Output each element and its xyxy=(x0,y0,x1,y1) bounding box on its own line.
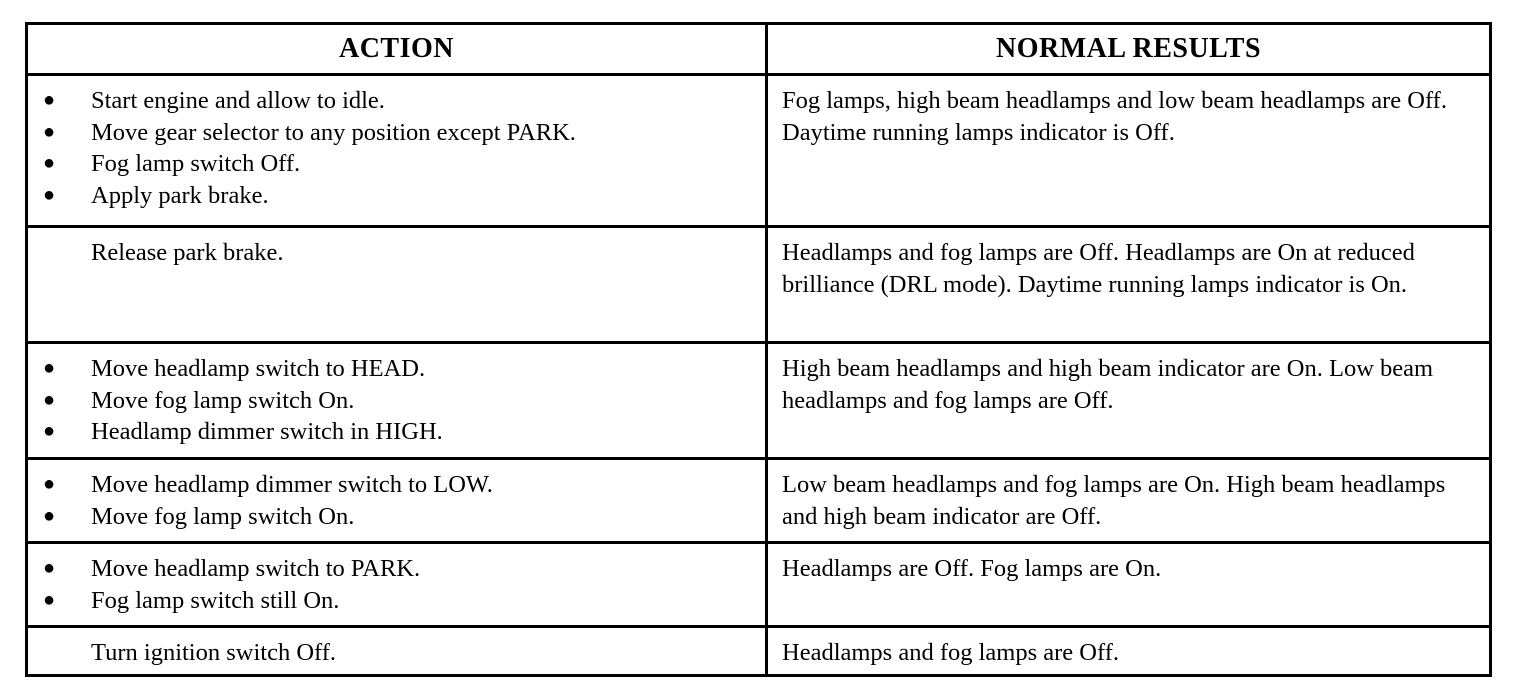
action-step: ● Move gear selector to any position except PARK. xyxy=(28,117,765,149)
action-step: ● Move headlamp dimmer switch to LOW. xyxy=(28,469,765,501)
table-row xyxy=(27,459,1491,543)
bullet-icon: ● xyxy=(43,152,56,174)
action-step: ● Fog lamp switch still On. xyxy=(28,585,765,617)
result-cell: Fog lamps, high beam headlamps and low beam headlamps are Off. Daytime running lamps indicator is Off. xyxy=(767,75,1491,227)
action-step: ● Move fog lamp switch On. xyxy=(28,501,765,533)
table-row xyxy=(27,343,1491,459)
action-step: ● Fog lamp switch Off. xyxy=(28,148,765,180)
action-steps xyxy=(28,637,765,669)
bullet-icon: ● xyxy=(43,357,56,379)
header-row xyxy=(27,24,1491,75)
result-cell: Headlamps are Off. Fog lamps are On. xyxy=(767,543,1491,627)
action-step: Turn ignition switch Off. xyxy=(91,639,337,666)
action-steps xyxy=(28,237,765,269)
action-steps xyxy=(28,469,765,532)
bullet-icon: ● xyxy=(43,420,56,442)
action-step: ● Move fog lamp switch On. xyxy=(28,385,765,417)
action-column-header: ACTION xyxy=(27,24,767,75)
bullet-icon: ● xyxy=(43,473,56,495)
action-step: ● Move headlamp switch to HEAD. xyxy=(28,353,765,385)
bullet-icon: ● xyxy=(43,120,56,143)
result-cell: Headlamps and fog lamps are Off. Headlamps are On at reduced brilliance (DRL mode). Daytime running lamps indicator is On. xyxy=(767,227,1491,343)
table-row xyxy=(27,227,1491,343)
action-step: ● Start engine and allow to idle. xyxy=(28,85,765,117)
action-step: ● Move headlamp switch to PARK. xyxy=(28,553,765,585)
bullet-icon: ● xyxy=(43,388,56,411)
bullet-icon: ● xyxy=(43,183,56,206)
table-row xyxy=(27,543,1491,627)
action-step: ● Headlamp dimmer switch in HIGH. xyxy=(28,416,765,448)
bullet-icon: ● xyxy=(43,504,56,527)
action-cell xyxy=(27,627,767,676)
table-row xyxy=(27,75,1491,227)
action-cell xyxy=(27,343,767,459)
result-cell: Headlamps and fog lamps are Off. xyxy=(767,627,1491,676)
action-cell xyxy=(27,459,767,543)
action-steps xyxy=(28,85,765,211)
action-cell xyxy=(27,75,767,227)
action-cell xyxy=(27,543,767,627)
action-steps xyxy=(28,553,765,616)
bullet-icon: ● xyxy=(43,89,56,111)
bullet-icon: ● xyxy=(43,557,56,579)
table-row xyxy=(27,627,1491,676)
procedure-table xyxy=(25,22,1492,677)
action-steps xyxy=(28,353,765,448)
normal-results-column-header: NORMAL RESULTS xyxy=(767,24,1491,75)
bullet-icon: ● xyxy=(43,588,56,611)
result-cell: Low beam headlamps and fog lamps are On. High beam headlamps and high beam indicator are Off. xyxy=(767,459,1491,543)
result-cell: High beam headlamps and high beam indicator are On. Low beam headlamps and fog lamps are Off. xyxy=(767,343,1491,459)
action-step: Release park brake. xyxy=(91,239,284,266)
action-cell xyxy=(27,227,767,343)
action-step: ● Apply park brake. xyxy=(28,180,765,212)
